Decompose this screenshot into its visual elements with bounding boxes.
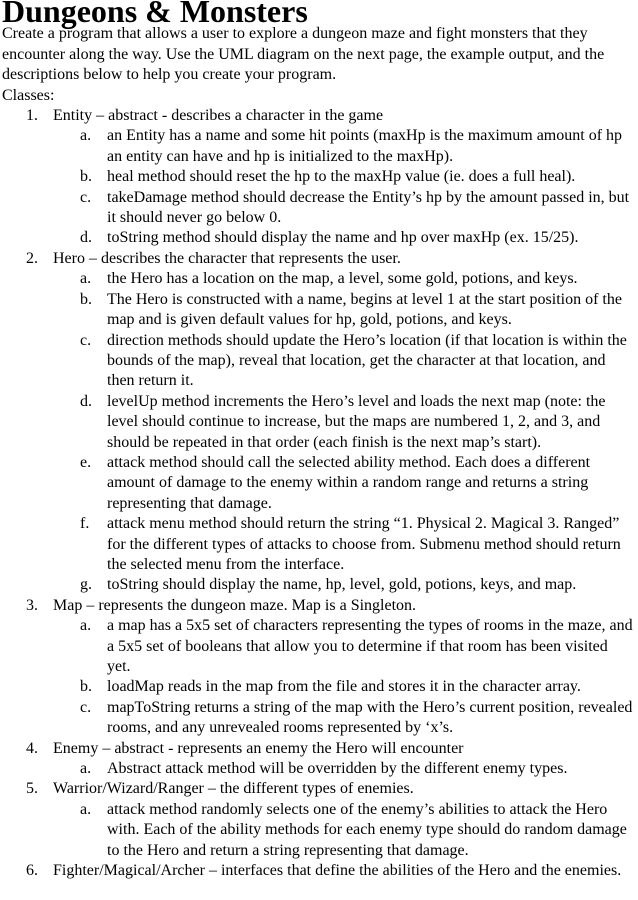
sub-text: mapToString returns a string of the map with the Hero’s current position, revealed rooms, and any unrevealed rooms represented by ‘x’s. xyxy=(107,698,633,737)
sub-letter: c. xyxy=(80,698,92,716)
sub-list xyxy=(53,126,636,248)
sub-item xyxy=(53,228,636,248)
sub-item xyxy=(53,269,636,289)
sub-letter: c. xyxy=(80,331,92,349)
sub-letter: b. xyxy=(80,678,92,696)
class-number: 4. xyxy=(26,739,38,757)
class-item xyxy=(2,779,636,861)
class-heading: Enemy – abstract - represents an enemy the Hero will encounter xyxy=(53,739,464,757)
sub-text: toString should display the name, hp, level, gold, potions, keys, and map. xyxy=(107,576,577,594)
document-title: Dungeons & Monsters xyxy=(2,0,308,29)
class-number: 1. xyxy=(26,107,38,125)
sub-letter: b. xyxy=(80,168,92,186)
class-number: 5. xyxy=(26,780,38,798)
sub-text: The Hero is constructed with a name, begins at level 1 at the start position of the map and is given default values for hp, gold, potions, and keys. xyxy=(107,290,622,329)
class-item xyxy=(2,596,636,739)
sub-text: direction methods should update the Hero’s location (if that location is within the bounds of the map), reveal that location, get the character at that location, and then return it. xyxy=(107,331,627,390)
sub-letter: g. xyxy=(80,576,92,594)
classes-label: Classes: xyxy=(2,86,55,104)
sub-item xyxy=(53,800,636,861)
sub-letter: d. xyxy=(80,229,92,247)
class-item xyxy=(2,106,636,249)
sub-item xyxy=(53,290,636,331)
sub-item xyxy=(53,616,636,677)
sub-item xyxy=(53,126,636,167)
sub-letter: a. xyxy=(80,270,92,288)
sub-text: an Entity has a name and some hit points (maxHp is the maximum amount of hp an entity can have and hp is initialized to the maxHp). xyxy=(107,127,623,165)
sub-text: heal method should reset the hp to the maxHp value (ie. does a full heal). xyxy=(107,168,576,186)
sub-letter: c. xyxy=(80,188,92,206)
sub-text: takeDamage method should decrease the Entity’s hp by the amount passed in, but it should never go below 0. xyxy=(107,188,630,227)
sub-text: attack method randomly selects one of the enemy’s abilities to attack the Hero with. Each of the ability methods for each enemy type should do random damage to the Hero and return a string representing that damage. xyxy=(107,800,627,859)
class-number: 3. xyxy=(26,596,38,614)
sub-item xyxy=(53,167,636,187)
sub-list xyxy=(53,616,636,738)
sub-item xyxy=(53,698,636,739)
sub-text: a map has a 5x5 set of characters representing the types of rooms in the maze, and a 5x5 set of booleans that allow you to determine if that room has been visited yet. xyxy=(107,617,633,675)
sub-item xyxy=(53,453,636,514)
sub-item xyxy=(53,331,636,392)
class-heading: Map – represents the dungeon maze. Map is a Singleton. xyxy=(53,596,417,614)
class-heading: Hero – describes the character that represents the user. xyxy=(53,249,401,267)
sub-item xyxy=(53,677,636,697)
sub-letter: a. xyxy=(80,617,92,635)
sub-list xyxy=(53,269,636,596)
sub-text: attack method should call the selected ability method. Each does a different amount of damage to the enemy within a random range and returns a string representing that damage. xyxy=(107,453,591,512)
class-number: 2. xyxy=(26,249,38,267)
sub-list xyxy=(53,759,636,779)
sub-list xyxy=(53,800,636,861)
sub-text: the Hero has a location on the map, a level, some gold, potions, and keys. xyxy=(107,270,578,288)
sub-letter: a. xyxy=(80,760,92,778)
sub-text: Abstract attack method will be overridden by the different enemy types. xyxy=(107,760,568,778)
sub-text: loadMap reads in the map from the file and stores it in the character array. xyxy=(107,678,581,696)
class-heading: Fighter/Magical/Archer – interfaces that define the abilities of the Hero and the enemies. xyxy=(53,862,622,880)
sub-item xyxy=(53,575,636,595)
sub-letter: d. xyxy=(80,392,92,410)
sub-item xyxy=(53,392,636,453)
sub-letter: b. xyxy=(80,290,92,308)
sub-item xyxy=(53,514,636,575)
sub-text: attack menu method should return the string “1. Physical 2. Magical 3. Ranged” for the different types of attacks to choose from. Submenu method should return the selected menu from the interface. xyxy=(107,515,621,573)
sub-letter: e. xyxy=(80,453,92,471)
classes-list xyxy=(2,106,636,881)
sub-letter: a. xyxy=(80,127,92,145)
intro-paragraph: Create a program that allows a user to explore a dungeon maze and fight monsters that they encounter along the way. Use the UML diagram on the next page, the example output, and the descriptions below to help you create your program. xyxy=(2,25,605,84)
class-item xyxy=(2,249,636,596)
sub-item xyxy=(53,759,636,779)
sub-letter: f. xyxy=(80,515,90,533)
class-item xyxy=(2,861,636,881)
class-item xyxy=(2,739,636,780)
class-heading: Warrior/Wizard/Ranger – the different types of enemies. xyxy=(53,780,414,798)
sub-letter: a. xyxy=(80,800,92,818)
sub-item xyxy=(53,188,636,229)
class-heading: Entity – abstract - describes a character in the game xyxy=(53,107,384,125)
sub-text: toString method should display the name and hp over maxHp (ex. 15/25). xyxy=(107,229,579,247)
sub-text: levelUp method increments the Hero’s level and loads the next map (note: the level should continue to increase, but the maps are numbered 1, 2, and 3, and should be repeated in that order (each finish is the next map’s start). xyxy=(107,392,606,451)
class-number: 6. xyxy=(26,862,38,880)
